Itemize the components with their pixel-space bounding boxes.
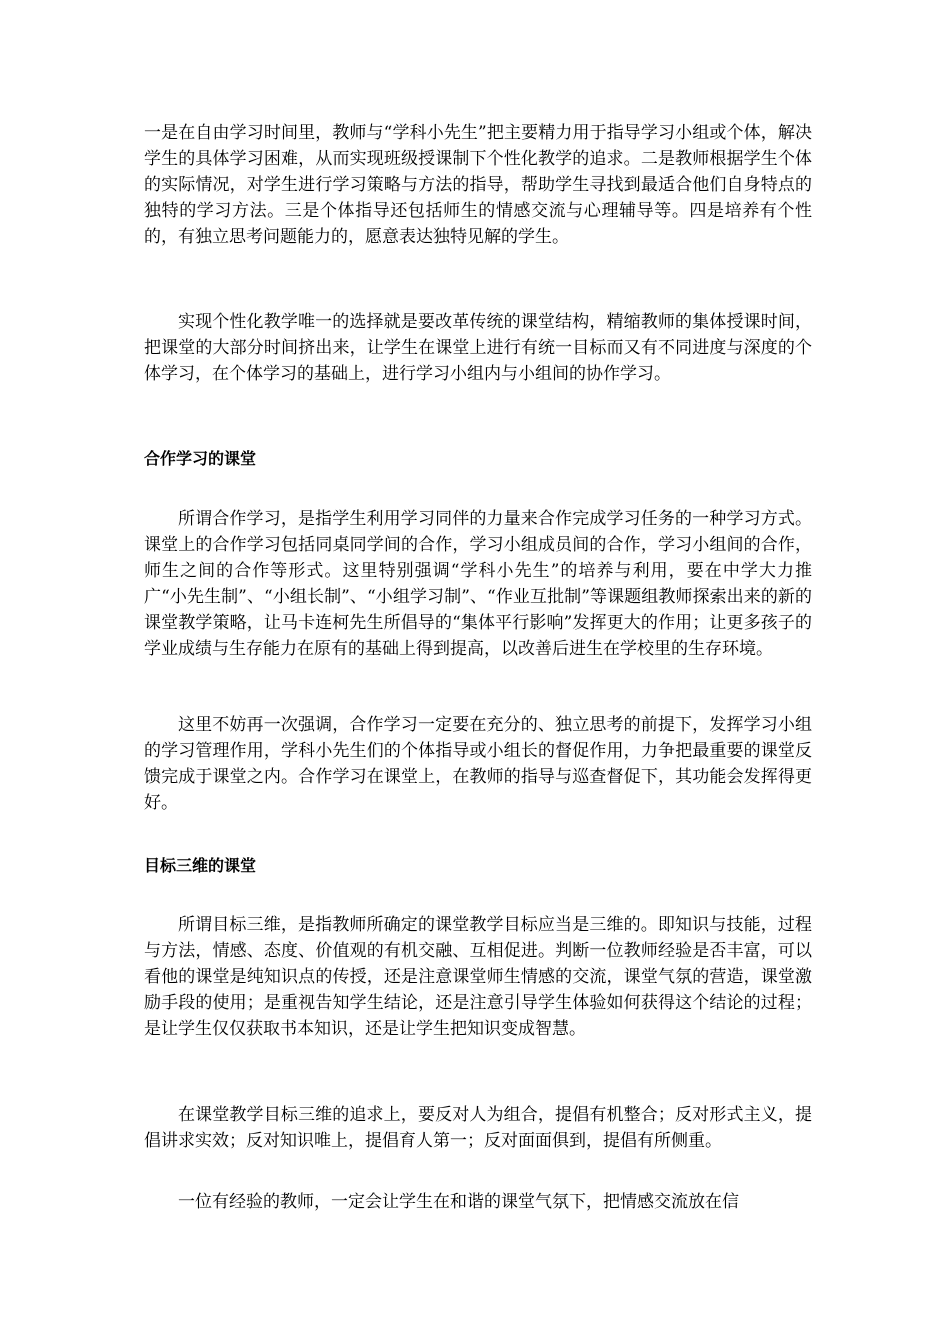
- section-heading-three-dimensional-goals: 目标三维的课堂: [144, 856, 257, 875]
- paragraph-three-dimensional-goals-pursuit: 在课堂教学目标三维的追求上，要反对人为组合，提倡有机整合；反对形式主义，提倡讲求实效；反对知识唯上，提倡育人第一；反对面面俱到，提倡有所侧重。: [144, 1105, 812, 1151]
- paragraph-three-dimensional-goals-definition: 所谓目标三维，是指教师所确定的课堂教学目标应当是三维的。即知识与技能，过程与方法，情感、态度、价值观的有机交融、互相促进。判断一位教师经验是否丰富，可以看他的课堂是纯知识点的传授，还是注意课堂师生情感的交流，课堂气氛的营造，课堂激励手段的使用；是重视告知学生结论，还是注意引导学生体验如何获得这个结论的过程；是让学生仅仅获取书本知识，还是让学生把知识变成智慧。: [144, 915, 812, 1039]
- section-heading-cooperative-learning: 合作学习的课堂: [144, 449, 257, 468]
- paragraph-personalized-teaching: 实现个性化教学唯一的选择就是要改革传统的课堂结构，精缩教师的集体授课时间，把课堂的大部分时间挤出来，让学生在课堂上进行有统一目标而又有不同进度与深度的个体学习，在个体学习的基础上，进行学习小组内与小组间的协作学习。: [144, 312, 812, 384]
- paragraph-individual-guidance: 一是在自由学习时间里，教师与“学科小先生”把主要精力用于指导学习小组或个体，解决学生的具体学习困难，从而实现班级授课制下个性化教学的追求。二是教师根据学生个体的实际情况，对学生进行学习策略与方法的指导，帮助学生寻找到最适合他们自身特点的独特的学习方法。三是个体指导还包括师生的情感交流与心理辅导等。四是培养有个性的，有独立思考问题能力的，愿意表达独特见解的学生。: [144, 123, 812, 247]
- paragraph-cooperative-learning-emphasis: 这里不妨再一次强调，合作学习一定要在充分的、独立思考的前提下，发挥学习小组的学习管理作用，学科小先生们的个体指导或小组长的督促作用，力争把最重要的课堂反馈完成于课堂之内。合作学习在课堂上，在教师的指导与巡查督促下，其功能会发挥得更好。: [144, 715, 812, 813]
- paragraph-cooperative-learning-definition: 所谓合作学习，是指学生利用学习同伴的力量来合作完成学习任务的一种学习方式。课堂上的合作学习包括同桌同学间的合作，学习小组成员间的合作，学习小组间的合作，师生之间的合作等形式。这里特别强调“学科小先生”的培养与利用，要在中学大力推广“小先生制”、“小组长制”、“小组学习制”、“作业互批制”等课题组教师探索出来的新的课堂教学策略，让马卡连柯先生所倡导的“集体平行影响”发挥更大的作用；让更多孩子的学业成绩与生存能力在原有的基础上得到提高，以改善后进生在学校里的生存环境。: [144, 509, 812, 659]
- paragraph-experienced-teacher: 一位有经验的教师，一定会让学生在和谐的课堂气氛下，把情感交流放在信: [178, 1192, 739, 1212]
